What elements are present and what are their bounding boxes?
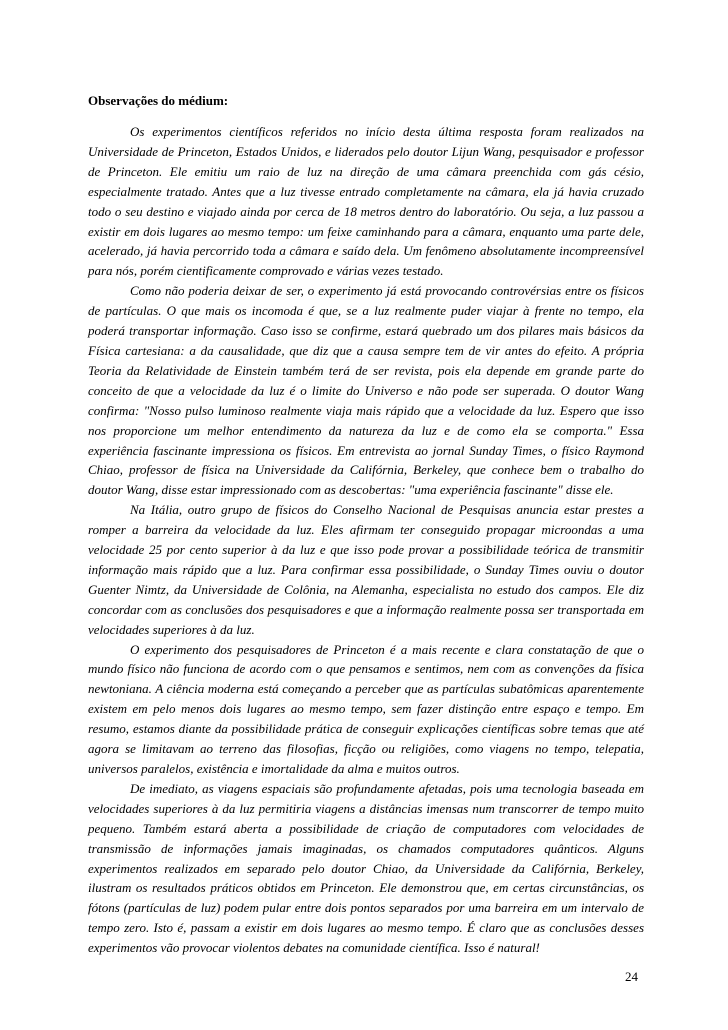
paragraph: O experimento dos pesquisadores de Princeton é a mais recente e clara constatação de que o mundo físico não funciona de acordo com o que pensamos e sentimos, nem com as convenções da física newtoniana. A ciência moderna está começando a perceber que as partículas subatômicas aparentemente existem em pelo menos dois lugares ao mesmo tempo, sem fazer distinção entre espaço e tempo. Em resumo, estamos diante da possibilidade prática de conseguir explicações científicas sobre temas que até agora se limitavam ao terreno das filosofias, ficção ou religiões, como viagens no tempo, telepatia, universos paralelos, existência e imortalidade da alma e muitos outros.	[88, 641, 644, 776]
paragraph: Os experimentos científicos referidos no início desta última resposta foram realizados na Universidade de Princeton, Estados Unidos, e liderados pelo doutor Lijun Wang, pesquisador e professor de Princeton. Ele emitiu um raio de luz na direção de uma câmara preenchida com gás césio, especialmente tratado. Antes que a luz tivesse entrado completamente na câmara, ela já havia cruzado todo o seu destino e viajado ainda por cerca de 18 metros dentro do laboratório. Ou seja, a luz passou a existir em dois lugares ao mesmo tempo: um feixe caminhando para a câmara, enquanto uma parte dele, acelerado, já havia percorrido toda a câmara e saído dela. Um fenômeno absolutamente incompreensível para nós, porém cientificamente comprovado e várias vezes testado.	[88, 124, 644, 279]
body-text	[88, 122, 644, 958]
paragraph: Como não poderia deixar de ser, o experimento já está provocando controvérsias entre os físicos de partículas. O que mais os incomoda é que, se a luz realmente puder viajar à frente no tempo, ela poderá transportar informação. Caso isso se confirme, estará quebrado um dos pilares mais básicos da Física cartesiana: a da causalidade, que diz que a causa sempre tem de vir antes do efeito. A própria Teoria da Relatividade de Einstein também terá de ser revista, pois ela depende em grande parte do conceito de que a velocidade da luz é o limite do Universo e não pode ser superada. O doutor Wang confirma: "Nosso pulso luminoso realmente viaja mais rápido que a velocidade da luz. Espero que isso nos proporcione um melhor entendimento da natureza da luz e de como ela se comporta." Essa experiência fascinante impressiona os físicos. Em entrevista ao jornal Sunday Times, o físico Raymond Chiao, professor de física na Universidade da Califórnia, Berkeley, que conhece bem o trabalho do doutor Wang, disse estar impressionado com as descobertas: "uma experiência fascinante" disse ele.	[88, 283, 644, 498]
paragraph: De imediato, as viagens espaciais são profundamente afetadas, pois uma tecnologia baseada em velocidades superiores à da luz permitiria viagens a distâncias imensas num transcorrer de tempo muito pequeno. Também estará aberta a possibilidade de criação de computadores com velocidades de transmissão de informações jamais imaginadas, os chamados computadores quânticos. Alguns experimentos realizados em separado pelo doutor Chiao, da Universidade da Califórnia, Berkeley, ilustram os resultados práticos obtidos em Princeton. Ele demonstrou que, em certas circunstâncias, os fótons (partículas de luz) podem pular entre dois pontos separados por uma barreira em um intervalo de tempo zero. Isto é, passam a existir em dois lugares ao mesmo tempo. É claro que as conclusões desses experimentos vão provocar violentos debates na comunidade científica. Isso é natural!	[88, 780, 644, 956]
page-number: 24	[625, 969, 638, 984]
paragraph: Na Itália, outro grupo de físicos do Conselho Nacional de Pesquisas anuncia estar prestes a romper a barreira da velocidade da luz. Eles afirmam ter conseguido propagar microondas a uma velocidade 25 por cento superior à da luz e que isso pode provar a possibilidade teórica de transmitir informação mais rápido que a luz. Para confirmar essa possibilidade, o Sunday Times ouviu o doutor Guenter Nimtz, da Universidade de Colônia, na Alemanha, especialista no estudo dos campos. Ele diz concordar com as conclusões dos pesquisadores e que a informação realmente possa ser transportada em velocidades superiores à da luz.	[88, 502, 644, 637]
section-heading: Observações do médium:	[88, 93, 229, 108]
